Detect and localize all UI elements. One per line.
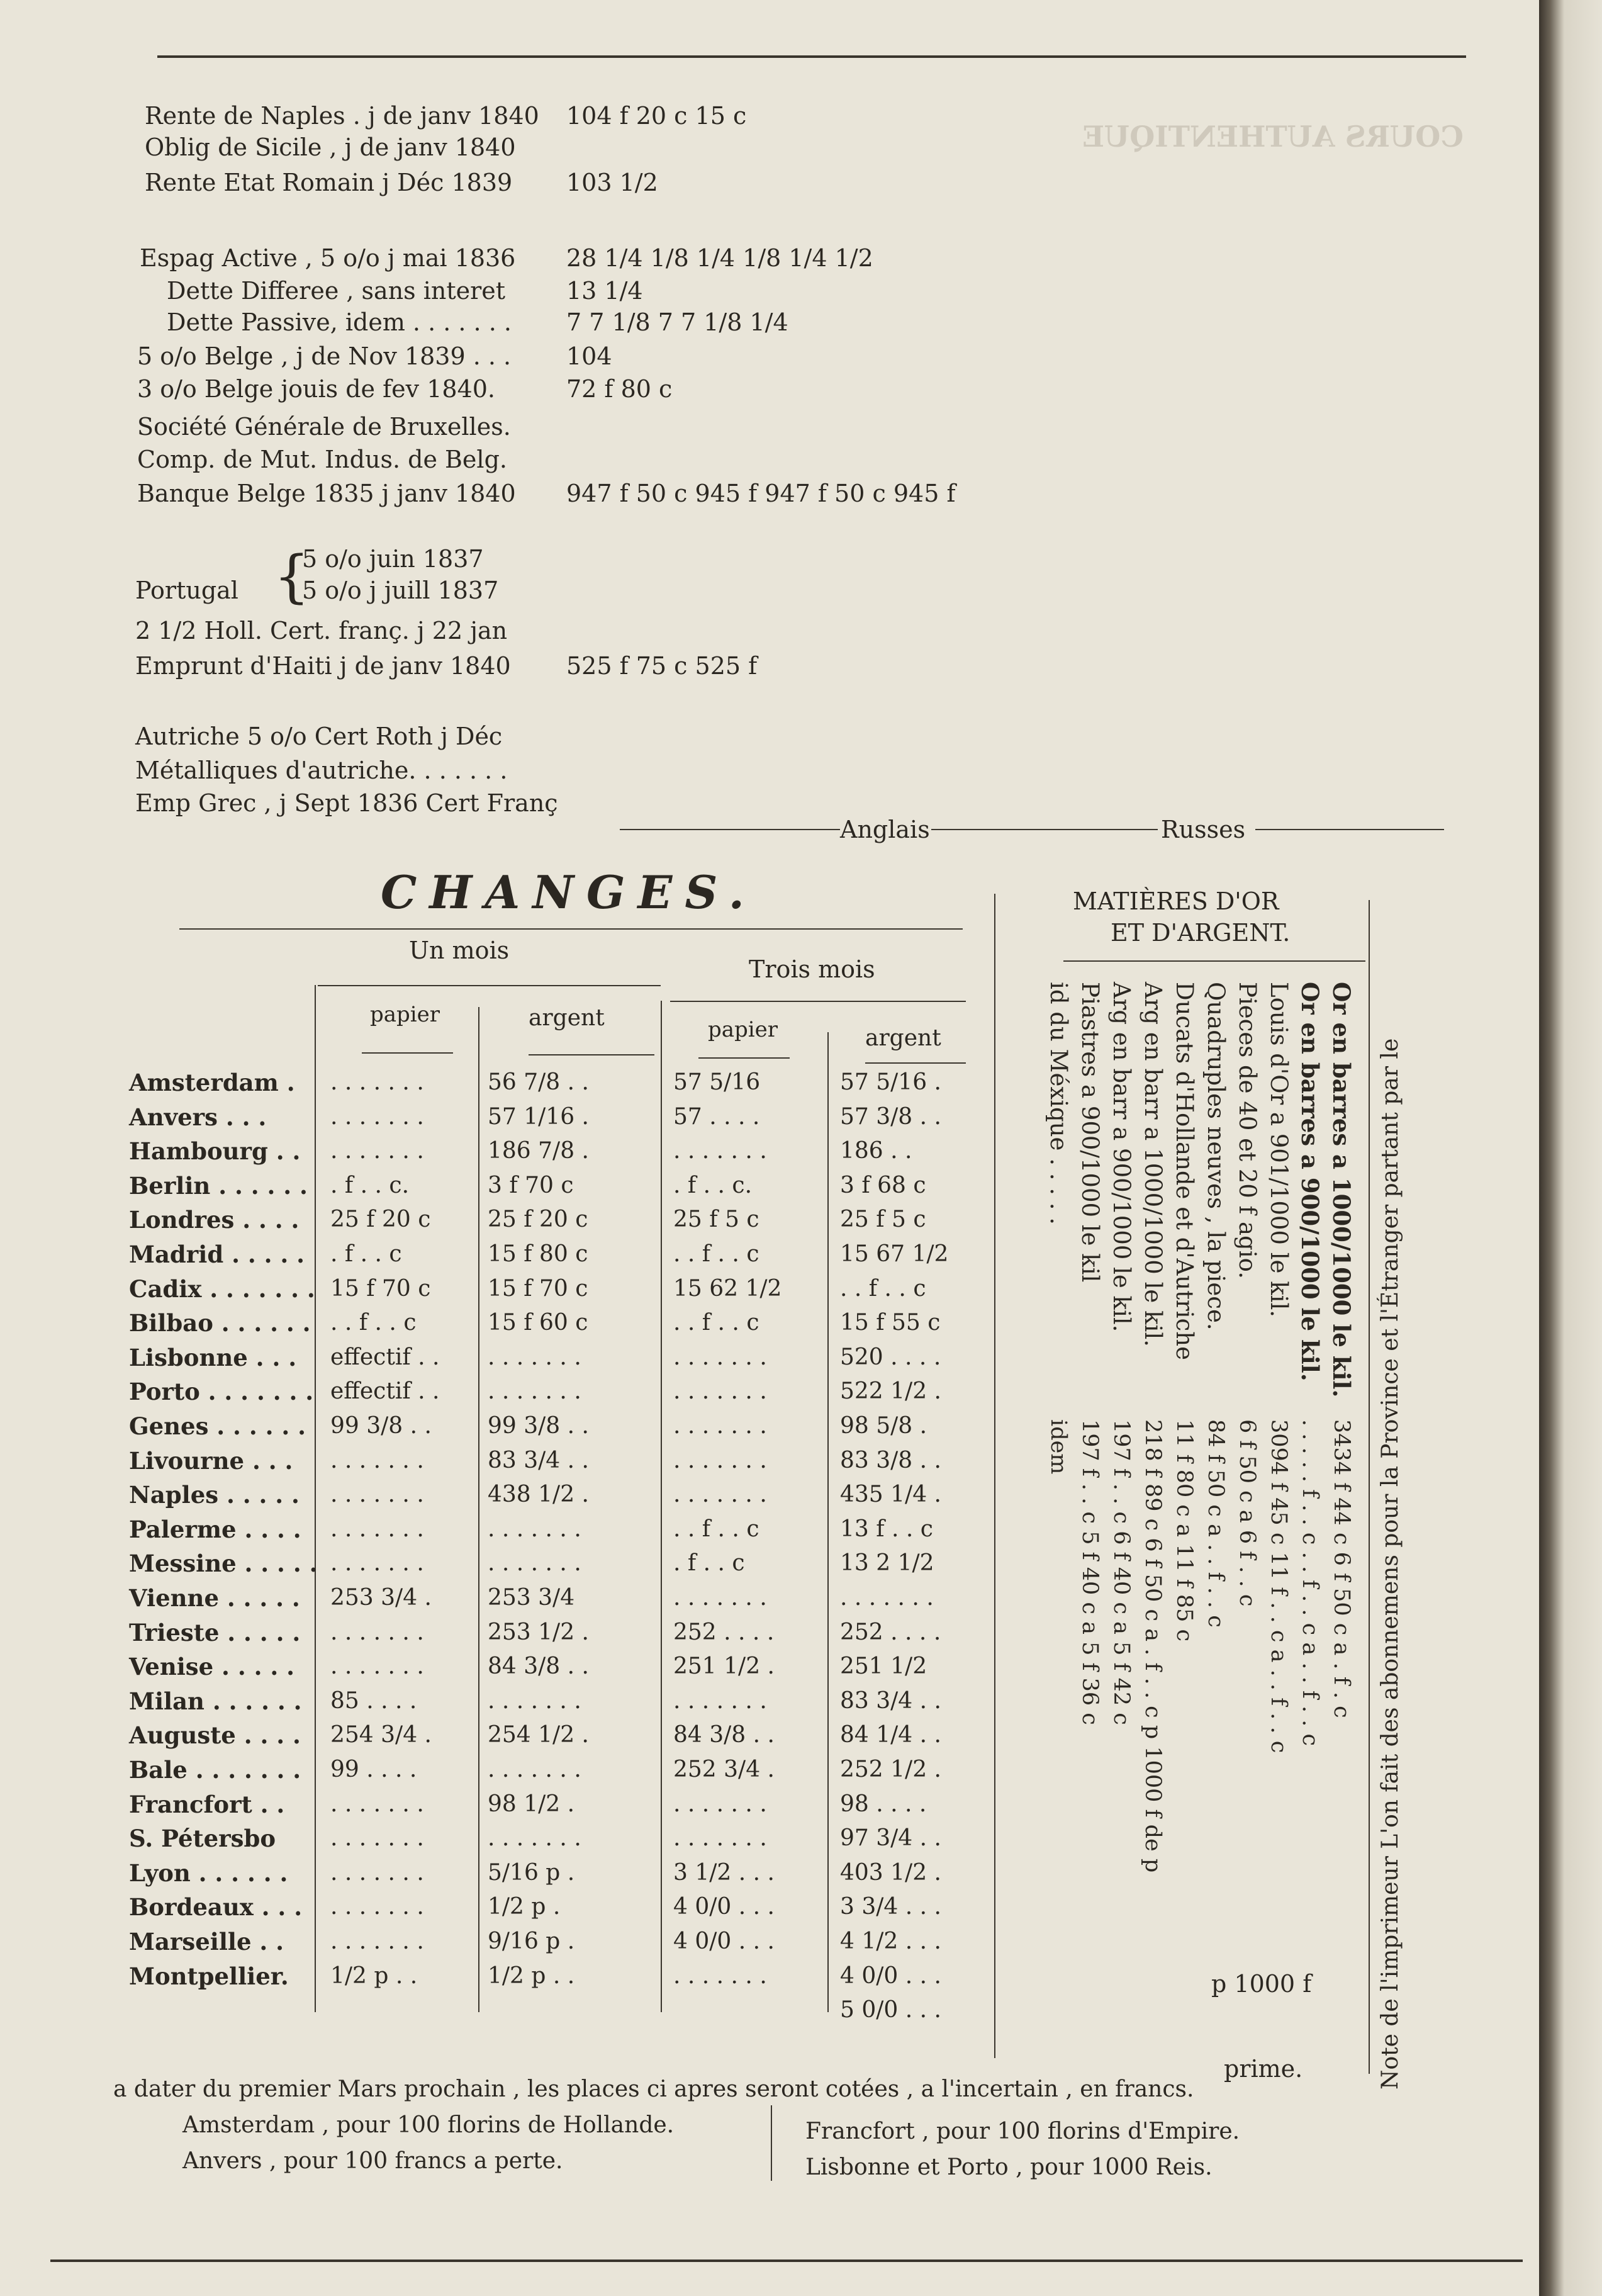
matiere-label: Arg en barr a 1000/1000 le kil. [1140, 982, 1167, 1347]
changes-cell: . . . . . . . [488, 1825, 581, 1851]
changes-city: Lyon . . . . . . [129, 1859, 288, 1887]
changes-city: Cadix . . . . . . . [129, 1275, 315, 1303]
stock-name: Emp Grec , j Sept 1836 Cert Franç [135, 789, 558, 817]
changes-cell: . . . . . . . [673, 1138, 767, 1164]
stock-value: 72 f 80 c [566, 375, 673, 403]
changes-cell: . . . . . . . [673, 1585, 767, 1611]
changes-cell: . f . . c. [673, 1173, 753, 1198]
changes-cell: 186 7/8 . [488, 1138, 589, 1164]
changes-cell: . . f . . c [673, 1310, 759, 1336]
changes-city: Anvers . . . [129, 1103, 267, 1131]
changes-cell: 252 . . . . [673, 1619, 775, 1645]
col-rule-3 [661, 1001, 662, 2012]
matiere-value: 3094 f 45 c 11 f . . c a . . f . . c [1266, 1419, 1291, 1753]
stock-value: 525 f 75 c 525 f [566, 652, 758, 680]
changes-city: Venise . . . . . [129, 1653, 294, 1680]
stock-name: Rente de Naples . j de janv 1840 [145, 102, 539, 130]
footer-left-2: Anvers , pour 100 francs a perte. [182, 2148, 563, 2174]
changes-cell: . . . . . . . [330, 1138, 424, 1164]
changes-city: Berlin . . . . . . [129, 1172, 308, 1200]
changes-cell: . . . . . . . [488, 1344, 581, 1370]
stock-value: 947 f 50 c 945 f 947 f 50 c 945 f [566, 480, 956, 507]
changes-cell: . . . . . . . [673, 1791, 767, 1817]
matieres-title-2: ET D'ARGENT. [1111, 919, 1291, 947]
changes-cell: 98 . . . . [840, 1791, 927, 1817]
changes-city: Marseille . . [129, 1928, 284, 1956]
changes-cell: . . . . . . . [330, 1550, 424, 1576]
changes-cell: 99 3/8 . . [330, 1413, 432, 1439]
changes-cell: . . . . . . . [673, 1825, 767, 1851]
changes-cell: . . . . . . . [673, 1482, 767, 1507]
changes-cell: 438 1/2 . [488, 1482, 589, 1507]
changes-cell: . f . . c [330, 1241, 402, 1267]
changes-cell: . . . . . . . [488, 1550, 581, 1576]
changes-cell: 15 f 60 c [488, 1310, 588, 1336]
changes-cell: . . . . . . . [840, 1585, 934, 1611]
changes-city: Bordeaux . . . [129, 1893, 303, 1921]
footer-right-2: Lisbonne et Porto , pour 1000 Reis. [805, 2154, 1213, 2180]
changes-cell: 83 3/4 . . [488, 1448, 589, 1473]
changes-city: Madrid . . . . . [129, 1241, 305, 1268]
footer-divider [771, 2105, 772, 2181]
changes-cell: 254 3/4 . [330, 1722, 432, 1748]
footer-right-1: Francfort , pour 100 florins d'Empire. [805, 2119, 1240, 2144]
changes-cell: 3 f 70 c [488, 1173, 574, 1198]
changes-cell: 3 3/4 . . . [840, 1894, 941, 1920]
matiere-value: 218 f 89 c 6 f 50 c a . f . . c p 1000 f de p [1140, 1419, 1165, 1873]
changes-cell: 253 3/4 . [330, 1585, 432, 1611]
stock-name: 2 1/2 Holl. Cert. franç. j 22 jan [135, 617, 508, 644]
stock-name: Dette Differee , sans interet [167, 277, 506, 305]
changes-cell: 403 1/2 . [840, 1860, 941, 1886]
changes-city: Trieste . . . . . [129, 1619, 301, 1646]
changes-cell: 252 1/2 . [840, 1757, 941, 1782]
changes-cell: 252 . . . . [840, 1619, 941, 1645]
changes-city: Livourne . . . [129, 1447, 293, 1475]
changes-cell: 1/2 p . [488, 1894, 561, 1920]
changes-cell: 4 1/2 . . . [840, 1928, 941, 1954]
changes-city: Vienne . . . . . [129, 1584, 300, 1612]
stock-name: Banque Belge 1835 j janv 1840 [137, 480, 516, 507]
papier-header-2: papier [708, 1017, 778, 1042]
stock-name: Dette Passive, idem . . . . . . . [167, 308, 512, 336]
top-rule [157, 55, 1466, 58]
matiere-value: 11 f 80 c a 11 f 85 c [1172, 1419, 1197, 1642]
side-note-rule [1369, 900, 1370, 2074]
changes-cell: 57 . . . . [673, 1104, 760, 1130]
matiere-value: 6 f 50 c a 6 f . . c [1235, 1419, 1260, 1607]
changes-cell: 1/2 p . . [330, 1963, 418, 1989]
changes-city: Amsterdam . [129, 1069, 295, 1096]
stock-name: Autriche 5 o/o Cert Roth j Déc [135, 723, 503, 750]
papier-underline-1 [362, 1052, 453, 1054]
changes-cell: 435 1/4 . [840, 1482, 941, 1507]
changes-title: CHANGES. [381, 865, 757, 919]
changes-cell: 9/16 p . [488, 1928, 575, 1954]
stock-value: 7 7 1/8 7 7 1/8 1/4 [566, 308, 788, 336]
trois-mois-rule [670, 1001, 966, 1002]
portugal-label: Portugal [135, 577, 238, 604]
trois-mois-label: Trois mois [749, 955, 875, 983]
grec-rule-right [1255, 829, 1444, 830]
changes-city: Genes . . . . . . [129, 1412, 306, 1440]
changes-cell: 13 2 1/2 [840, 1550, 934, 1576]
stock-name: Métalliques d'autriche. . . . . . . [135, 757, 508, 784]
matiere-label: Or en barres a 1000/1000 le kil. [1328, 982, 1355, 1398]
changes-cell: 253 1/2 . [488, 1619, 589, 1645]
changes-cell: 186 . . [840, 1138, 912, 1164]
changes-cell: 3 f 68 c [840, 1173, 926, 1198]
stock-name: Emprunt d'Haiti j de janv 1840 [135, 652, 511, 680]
changes-cell: . f . . c. [330, 1173, 410, 1198]
changes-cell: 84 1/4 . . [840, 1722, 941, 1748]
changes-cell: . . . . . . . [673, 1344, 767, 1370]
papier-underline-2 [698, 1057, 790, 1059]
changes-cell: 251 1/2 [840, 1653, 927, 1679]
changes-cell: . . f . . c [330, 1310, 417, 1336]
changes-cell: . . . . . . . [330, 1516, 424, 1542]
changes-cell: 4 0/0 . . . [840, 1963, 941, 1989]
matiere-label: Or en barres a 900/1000 le kil. [1296, 982, 1324, 1382]
stock-name: Rente Etat Romain j Déc 1839 [145, 169, 513, 196]
changes-cell: 98 5/8 . [840, 1413, 927, 1439]
matiere-value: 197 f . . c 5 f 40 c a 5 f 36 c [1077, 1419, 1102, 1725]
changes-cell: 83 3/8 . . [840, 1448, 941, 1473]
matiere-label: id du Méxique . . . . . [1045, 982, 1072, 1225]
matiere-label: Louis d'Or a 901/1000 le kil. [1265, 982, 1292, 1318]
changes-cell: . . . . . . . [673, 1963, 767, 1989]
stock-name: 5 o/o j juill 1837 [302, 577, 499, 604]
changes-cell: 5 0/0 . . . [840, 1997, 941, 2023]
grec-anglais: Anglais [840, 816, 930, 843]
changes-city: Londres . . . . [129, 1206, 300, 1234]
changes-cell: 97 3/4 . . [840, 1825, 941, 1851]
stock-value: 104 f 20 c 15 c [566, 102, 747, 130]
changes-city: Auguste . . . . [129, 1721, 301, 1749]
changes-cell: 57 3/8 . . [840, 1104, 941, 1130]
stock-name: Oblig de Sicile , j de janv 1840 [145, 133, 516, 161]
prime-label: prime. [1224, 2055, 1303, 2083]
changes-cell: 25 f 20 c [330, 1207, 431, 1232]
matieres-title-rule [1063, 960, 1365, 962]
changes-cell: 522 1/2 . [840, 1378, 941, 1404]
changes-cell: 57 5/16 . [840, 1069, 941, 1095]
changes-cell: 99 . . . . [330, 1757, 417, 1782]
grec-rule-middle [931, 829, 1158, 830]
stock-name: Société Générale de Bruxelles. [137, 413, 511, 441]
col-rule-1 [315, 985, 316, 2012]
changes-cell: 99 3/8 . . [488, 1413, 589, 1439]
argent-underline-1 [529, 1054, 654, 1055]
changes-cell: 57 5/16 [673, 1069, 761, 1095]
changes-cell: . . . . . . . [330, 1482, 424, 1507]
changes-cell: effectif . . [330, 1344, 440, 1370]
changes-cell: . . . . . . . [488, 1516, 581, 1542]
grec-russes: Russes [1161, 816, 1246, 843]
changes-cell: . . . . . . . [488, 1757, 581, 1782]
changes-cell: 25 f 20 c [488, 1207, 588, 1232]
matiere-label: Pieces de 40 et 20 f agio. [1234, 982, 1261, 1279]
changes-cell: 98 1/2 . [488, 1791, 575, 1817]
changes-cell: . f . . c [673, 1550, 745, 1576]
stock-value: 28 1/4 1/8 1/4 1/8 1/4 1/2 [566, 244, 873, 272]
changes-cell: 3 1/2 . . . [673, 1860, 775, 1886]
changes-cell: . . . . . . . [673, 1688, 767, 1714]
footer-left-1: Amsterdam , pour 100 florins de Hollande. [182, 2112, 675, 2138]
changes-cell: 15 67 1/2 [840, 1241, 949, 1267]
show-through-text: COURS AUTHENTIQUE [1082, 120, 1464, 154]
matieres-title-1: MATIÈRES D'OR [1073, 887, 1279, 915]
matiere-label: Piastres a 900/1000 le kil [1077, 982, 1104, 1283]
changes-cell: . . f . . c [673, 1241, 759, 1267]
changes-cell: . . . . . . . [673, 1413, 767, 1439]
changes-cell: . . . . . . . [330, 1825, 424, 1851]
grec-rule-left [620, 829, 840, 830]
changes-city: Palerme . . . . [129, 1516, 301, 1543]
changes-city: Bilbao . . . . . . [129, 1309, 311, 1337]
changes-cell: 5/16 p . [488, 1860, 575, 1886]
changes-cell: 85 . . . . [330, 1688, 417, 1714]
stock-name: Espag Active , 5 o/o j mai 1836 [140, 244, 516, 272]
changes-city: Porto . . . . . . . [129, 1378, 314, 1405]
side-note: Note de l'imprimeur L'on fait des abonnemens pour la Province et l'Étranger partant par le [1377, 1038, 1403, 2090]
matiere-value: . . . . . f . . c . . f . . c a . . f . . c [1297, 1419, 1323, 1747]
changes-cell: 4 0/0 . . . [673, 1894, 775, 1920]
matiere-value: 197 f . . c 6 f 40 c a 5 f 42 c [1109, 1419, 1134, 1725]
stock-name: 5 o/o juin 1837 [302, 545, 484, 573]
changes-cell: . . . . . . . [488, 1688, 581, 1714]
changes-cell: . . . . . . . [488, 1378, 581, 1404]
changes-cell: 4 0/0 . . . [673, 1928, 775, 1954]
changes-city: Francfort . . [129, 1791, 285, 1818]
changes-cell: 84 3/8 . . [488, 1653, 589, 1679]
stock-value: 104 [566, 342, 612, 370]
p1000-label: p 1000 f [1211, 1970, 1312, 1998]
changes-cell: 15 f 55 c [840, 1310, 941, 1336]
changes-cell: . . . . . . . [330, 1653, 424, 1679]
changes-city: Messine . . . . . [129, 1550, 318, 1577]
changes-city: Milan . . . . . . [129, 1687, 302, 1715]
changes-cell: 13 f . . c [840, 1516, 933, 1542]
un-mois-label: Un mois [409, 937, 510, 964]
changes-cell: . . . . . . . [330, 1791, 424, 1817]
changes-cell: 15 f 70 c [330, 1276, 431, 1302]
changes-cell: . . . . . . . [330, 1928, 424, 1954]
changes-cell: 15 f 70 c [488, 1276, 588, 1302]
changes-cell: 25 f 5 c [840, 1207, 926, 1232]
changes-cell: . . . . . . . [330, 1894, 424, 1920]
changes-cell: 254 1/2 . [488, 1722, 589, 1748]
changes-cell: . . . . . . . [673, 1448, 767, 1473]
argent-header-2: argent [865, 1025, 941, 1051]
changes-cell: . . . . . . . [330, 1069, 424, 1095]
changes-cell: . . f . . c [840, 1276, 926, 1302]
papier-header-1: papier [370, 1002, 440, 1027]
portugal-brace: { [274, 544, 310, 610]
stock-name: 5 o/o Belge , j de Nov 1839 . . . [137, 342, 512, 370]
changes-cell: 251 1/2 . [673, 1653, 775, 1679]
changes-city: Naples . . . . . [129, 1481, 300, 1509]
matiere-value: 3434 f 44 c 6 f 50 c a . f . c [1329, 1419, 1354, 1718]
changes-cell: 1/2 p . . [488, 1963, 575, 1989]
changes-cell: . . . . . . . [673, 1378, 767, 1404]
matiere-label: Ducats d'Hollande et d'Autriche [1171, 982, 1198, 1360]
matiere-label: Quadruples neuves , la piece. [1202, 982, 1230, 1331]
changes-cell: . . . . . . . [330, 1448, 424, 1473]
changes-cell: 83 3/4 . . [840, 1688, 941, 1714]
stock-value: 13 1/4 [566, 277, 643, 305]
changes-cell: . . f . . c [673, 1516, 759, 1542]
changes-cell: . . . . . . . [330, 1860, 424, 1886]
stock-name: Comp. de Mut. Indus. de Belg. [137, 446, 507, 473]
un-mois-rule [318, 985, 661, 986]
changes-cell: 520 . . . . [840, 1344, 941, 1370]
changes-cell: 56 7/8 . . [488, 1069, 589, 1095]
matiere-value: idem [1046, 1419, 1071, 1475]
changes-title-rule [179, 928, 963, 930]
changes-city: Montpellier. [129, 1962, 289, 1990]
changes-city: S. Pétersbo [129, 1825, 276, 1852]
matiere-label: Arg en barr a 900/1000 le kil. [1108, 982, 1135, 1332]
bottom-rule [50, 2259, 1523, 2262]
footer-line-1: a dater du premier Mars prochain , les places ci apres seront cotées , a l'incertain , en francs. [113, 2076, 1194, 2102]
argent-underline-2 [865, 1062, 966, 1064]
argent-header-1: argent [529, 1005, 605, 1031]
matiere-value: 84 f 50 c a . . f . . c [1203, 1419, 1228, 1628]
stock-value: 103 1/2 [566, 169, 658, 196]
changes-cell: 252 3/4 . [673, 1757, 775, 1782]
changes-cell: 253 3/4 [488, 1585, 575, 1611]
col-rule-4 [827, 1032, 829, 2012]
changes-cell: . . . . . . . [330, 1619, 424, 1645]
changes-cell: . . . . . . . [330, 1104, 424, 1130]
changes-cell: effectif . . [330, 1378, 440, 1404]
changes-city: Bale . . . . . . . [129, 1756, 301, 1784]
changes-cell: 15 62 1/2 [673, 1276, 782, 1302]
changes-cell: 57 1/16 . [488, 1104, 589, 1130]
changes-cell: 15 f 80 c [488, 1241, 588, 1267]
col-rule-5 [994, 894, 995, 2058]
changes-cell: 84 3/8 . . [673, 1722, 775, 1748]
col-rule-2 [478, 1007, 479, 2012]
stock-name: 3 o/o Belge jouis de fev 1840. [137, 375, 495, 403]
changes-cell: 25 f 5 c [673, 1207, 759, 1232]
changes-city: Lisbonne . . . [129, 1344, 297, 1371]
facing-page-edge [1539, 0, 1602, 2296]
changes-city: Hambourg . . [129, 1137, 301, 1165]
